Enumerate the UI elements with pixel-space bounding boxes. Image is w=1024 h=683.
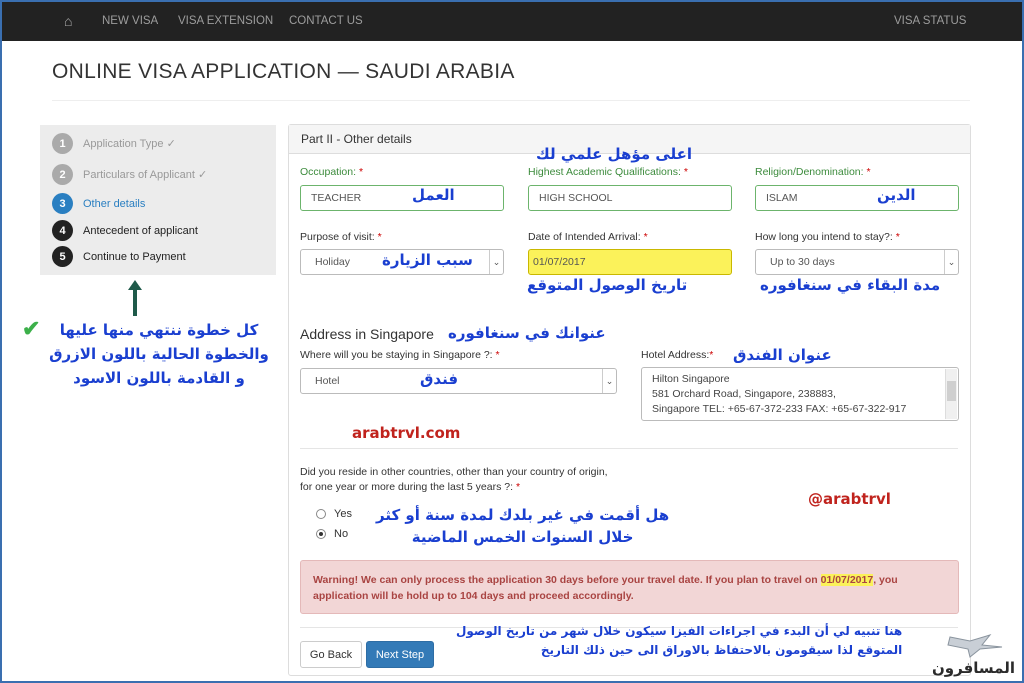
next-step-button[interactable]: Next Step bbox=[366, 641, 434, 668]
annotation-line: هل أقمت في غير بلدك لمدة سنة أو كثر bbox=[376, 506, 670, 524]
warning-alert: Warning! We can only process the application 30 days before your travel date. If you plan to travel on 01/07/2017, you application will be hold up to 104 days and proceed accordingly. bbox=[300, 560, 959, 614]
radio-circle[interactable] bbox=[316, 529, 326, 539]
step-particulars bbox=[52, 164, 207, 185]
step-number: 4 bbox=[52, 220, 73, 241]
site-watermark: arabtrvl.com bbox=[352, 424, 461, 442]
step-label: Particulars of Applicant ✓ bbox=[83, 169, 208, 181]
annotation-visa-note bbox=[456, 622, 902, 660]
hotel-address-line: Singapore TEL: +65-67-372-233 FAX: +65-67-322-917 bbox=[652, 403, 907, 415]
step-antecedent bbox=[52, 220, 198, 241]
annotation-arrival: تاريخ الوصول المتوقع bbox=[527, 276, 688, 294]
qualification-input[interactable]: HIGH SCHOOL bbox=[528, 185, 732, 211]
annotation-line: هنا تنبيه لي أن البدء في اجراءات الفيزا سيكون خلال شهر من تاريخ الوصول bbox=[456, 624, 903, 638]
home-icon[interactable]: ⌂ bbox=[64, 13, 73, 29]
occupation-label: Occupation: * bbox=[300, 166, 364, 178]
step-label: Continue to Payment bbox=[83, 250, 186, 263]
section-divider bbox=[300, 448, 958, 449]
radio-label: Yes bbox=[334, 508, 352, 520]
hotel-address-line: Hilton Singapore bbox=[652, 373, 730, 385]
page-title: ONLINE VISA APPLICATION — SAUDI ARABIA bbox=[52, 60, 515, 83]
hotel-address-line: 581 Orchard Road, Singapore, 238883, bbox=[652, 388, 836, 400]
purpose-value: Holiday bbox=[315, 256, 351, 268]
stay-value: Up to 30 days bbox=[770, 256, 835, 268]
step-number: 5 bbox=[52, 246, 73, 267]
annotation-hotel: فندق bbox=[420, 370, 459, 388]
top-navbar bbox=[2, 2, 1022, 41]
annotation-occupation: العمل bbox=[412, 186, 455, 204]
radio-circle[interactable] bbox=[316, 509, 326, 519]
annotation-line: خلال السنوات الخمس الماضية bbox=[411, 528, 634, 546]
step-label: Other details bbox=[83, 197, 146, 210]
staying-label: Where will you be staying in Singapore ?: * bbox=[300, 349, 500, 361]
nav-contact-us[interactable]: CONTACT US bbox=[289, 15, 363, 27]
radio-yes[interactable] bbox=[316, 508, 352, 520]
step-number: 2 bbox=[52, 164, 73, 185]
step-payment bbox=[52, 246, 186, 267]
annotation-reside bbox=[376, 504, 669, 548]
steps-annotation bbox=[40, 318, 278, 390]
arrival-label: Date of Intended Arrival: * bbox=[528, 231, 648, 243]
steps-annotation-line: كل خطوة ننتهي منها عليها bbox=[59, 321, 259, 339]
site-logo bbox=[910, 627, 1020, 679]
step-label: Antecedent of applicant bbox=[83, 224, 198, 237]
annotation-address: عنوانك في سنغافوره bbox=[448, 324, 606, 342]
steps-annotation-line: والخطوة الحالية باللون الازرق bbox=[49, 345, 269, 363]
panel-heading: Part II - Other details bbox=[289, 125, 970, 154]
go-back-button[interactable]: Go Back bbox=[300, 641, 362, 668]
scrollbar-thumb[interactable] bbox=[947, 381, 956, 401]
annotation-religion: الدين bbox=[877, 186, 916, 204]
annotation-line: المتوقع لذا سيقومون بالاحتفاظ بالاوراق الى حين ذلك التاريخ bbox=[540, 643, 903, 657]
chevron-down-icon: ⌄ bbox=[944, 250, 958, 274]
religion-label: Religion/Denomination: * bbox=[755, 166, 871, 178]
steps-annotation-line: و القادمة باللون الاسود bbox=[73, 369, 245, 387]
hotel-address-label: Hotel Address:* bbox=[641, 349, 714, 361]
checkmark-icon: ✔ bbox=[22, 316, 41, 341]
radio-label: No bbox=[334, 528, 349, 540]
step-number: 3 bbox=[52, 193, 73, 214]
nav-visa-status[interactable]: VISA STATUS bbox=[894, 15, 967, 27]
svg-text:المسافرون: المسافرون bbox=[931, 659, 1015, 677]
arrow-up-icon bbox=[128, 280, 142, 316]
qualification-label: Highest Academic Qualifications: * bbox=[528, 166, 688, 178]
hotel-address-textarea[interactable] bbox=[641, 367, 959, 421]
stay-select[interactable] bbox=[755, 249, 959, 275]
nav-visa-extension[interactable]: VISA EXTENSION bbox=[178, 15, 274, 27]
step-other-details bbox=[52, 193, 145, 214]
textarea-scrollbar[interactable] bbox=[945, 369, 957, 419]
annotation-qualification: اعلى مؤهل علمي لك bbox=[536, 145, 693, 163]
staying-value: Hotel bbox=[315, 375, 340, 387]
step-number: 1 bbox=[52, 133, 73, 154]
warning-date: 01/07/2017 bbox=[820, 574, 874, 586]
chevron-down-icon: ⌄ bbox=[489, 250, 503, 274]
staying-select[interactable] bbox=[300, 368, 617, 394]
purpose-label: Purpose of visit: * bbox=[300, 231, 382, 243]
religion-input[interactable]: ISLAM bbox=[755, 185, 959, 211]
steps-sidebar bbox=[40, 125, 276, 275]
handle-watermark: @arabtrvl bbox=[808, 490, 891, 508]
address-section-title: Address in Singapore bbox=[300, 326, 434, 342]
radio-no[interactable] bbox=[316, 528, 348, 540]
annotation-hotel-address: عنوان الفندق bbox=[733, 346, 832, 364]
annotation-stay: مدة البقاء في سنغافوره bbox=[760, 276, 941, 294]
nav-new-visa[interactable]: NEW VISA bbox=[102, 15, 159, 27]
reside-question: Did you reside in other countries, other than your country of origin, for one year or more during the last 5 years ?: * bbox=[300, 466, 608, 493]
arrival-date-input[interactable]: 01/07/2017 bbox=[528, 249, 732, 275]
chevron-down-icon: ⌄ bbox=[602, 369, 616, 393]
annotation-purpose: سبب الزيارة bbox=[382, 251, 473, 269]
title-divider bbox=[52, 100, 970, 101]
stay-label: How long you intend to stay?: * bbox=[755, 231, 900, 243]
occupation-input[interactable]: TEACHER bbox=[300, 185, 504, 211]
step-label: Application Type ✓ bbox=[83, 138, 176, 150]
step-application-type bbox=[52, 133, 176, 154]
